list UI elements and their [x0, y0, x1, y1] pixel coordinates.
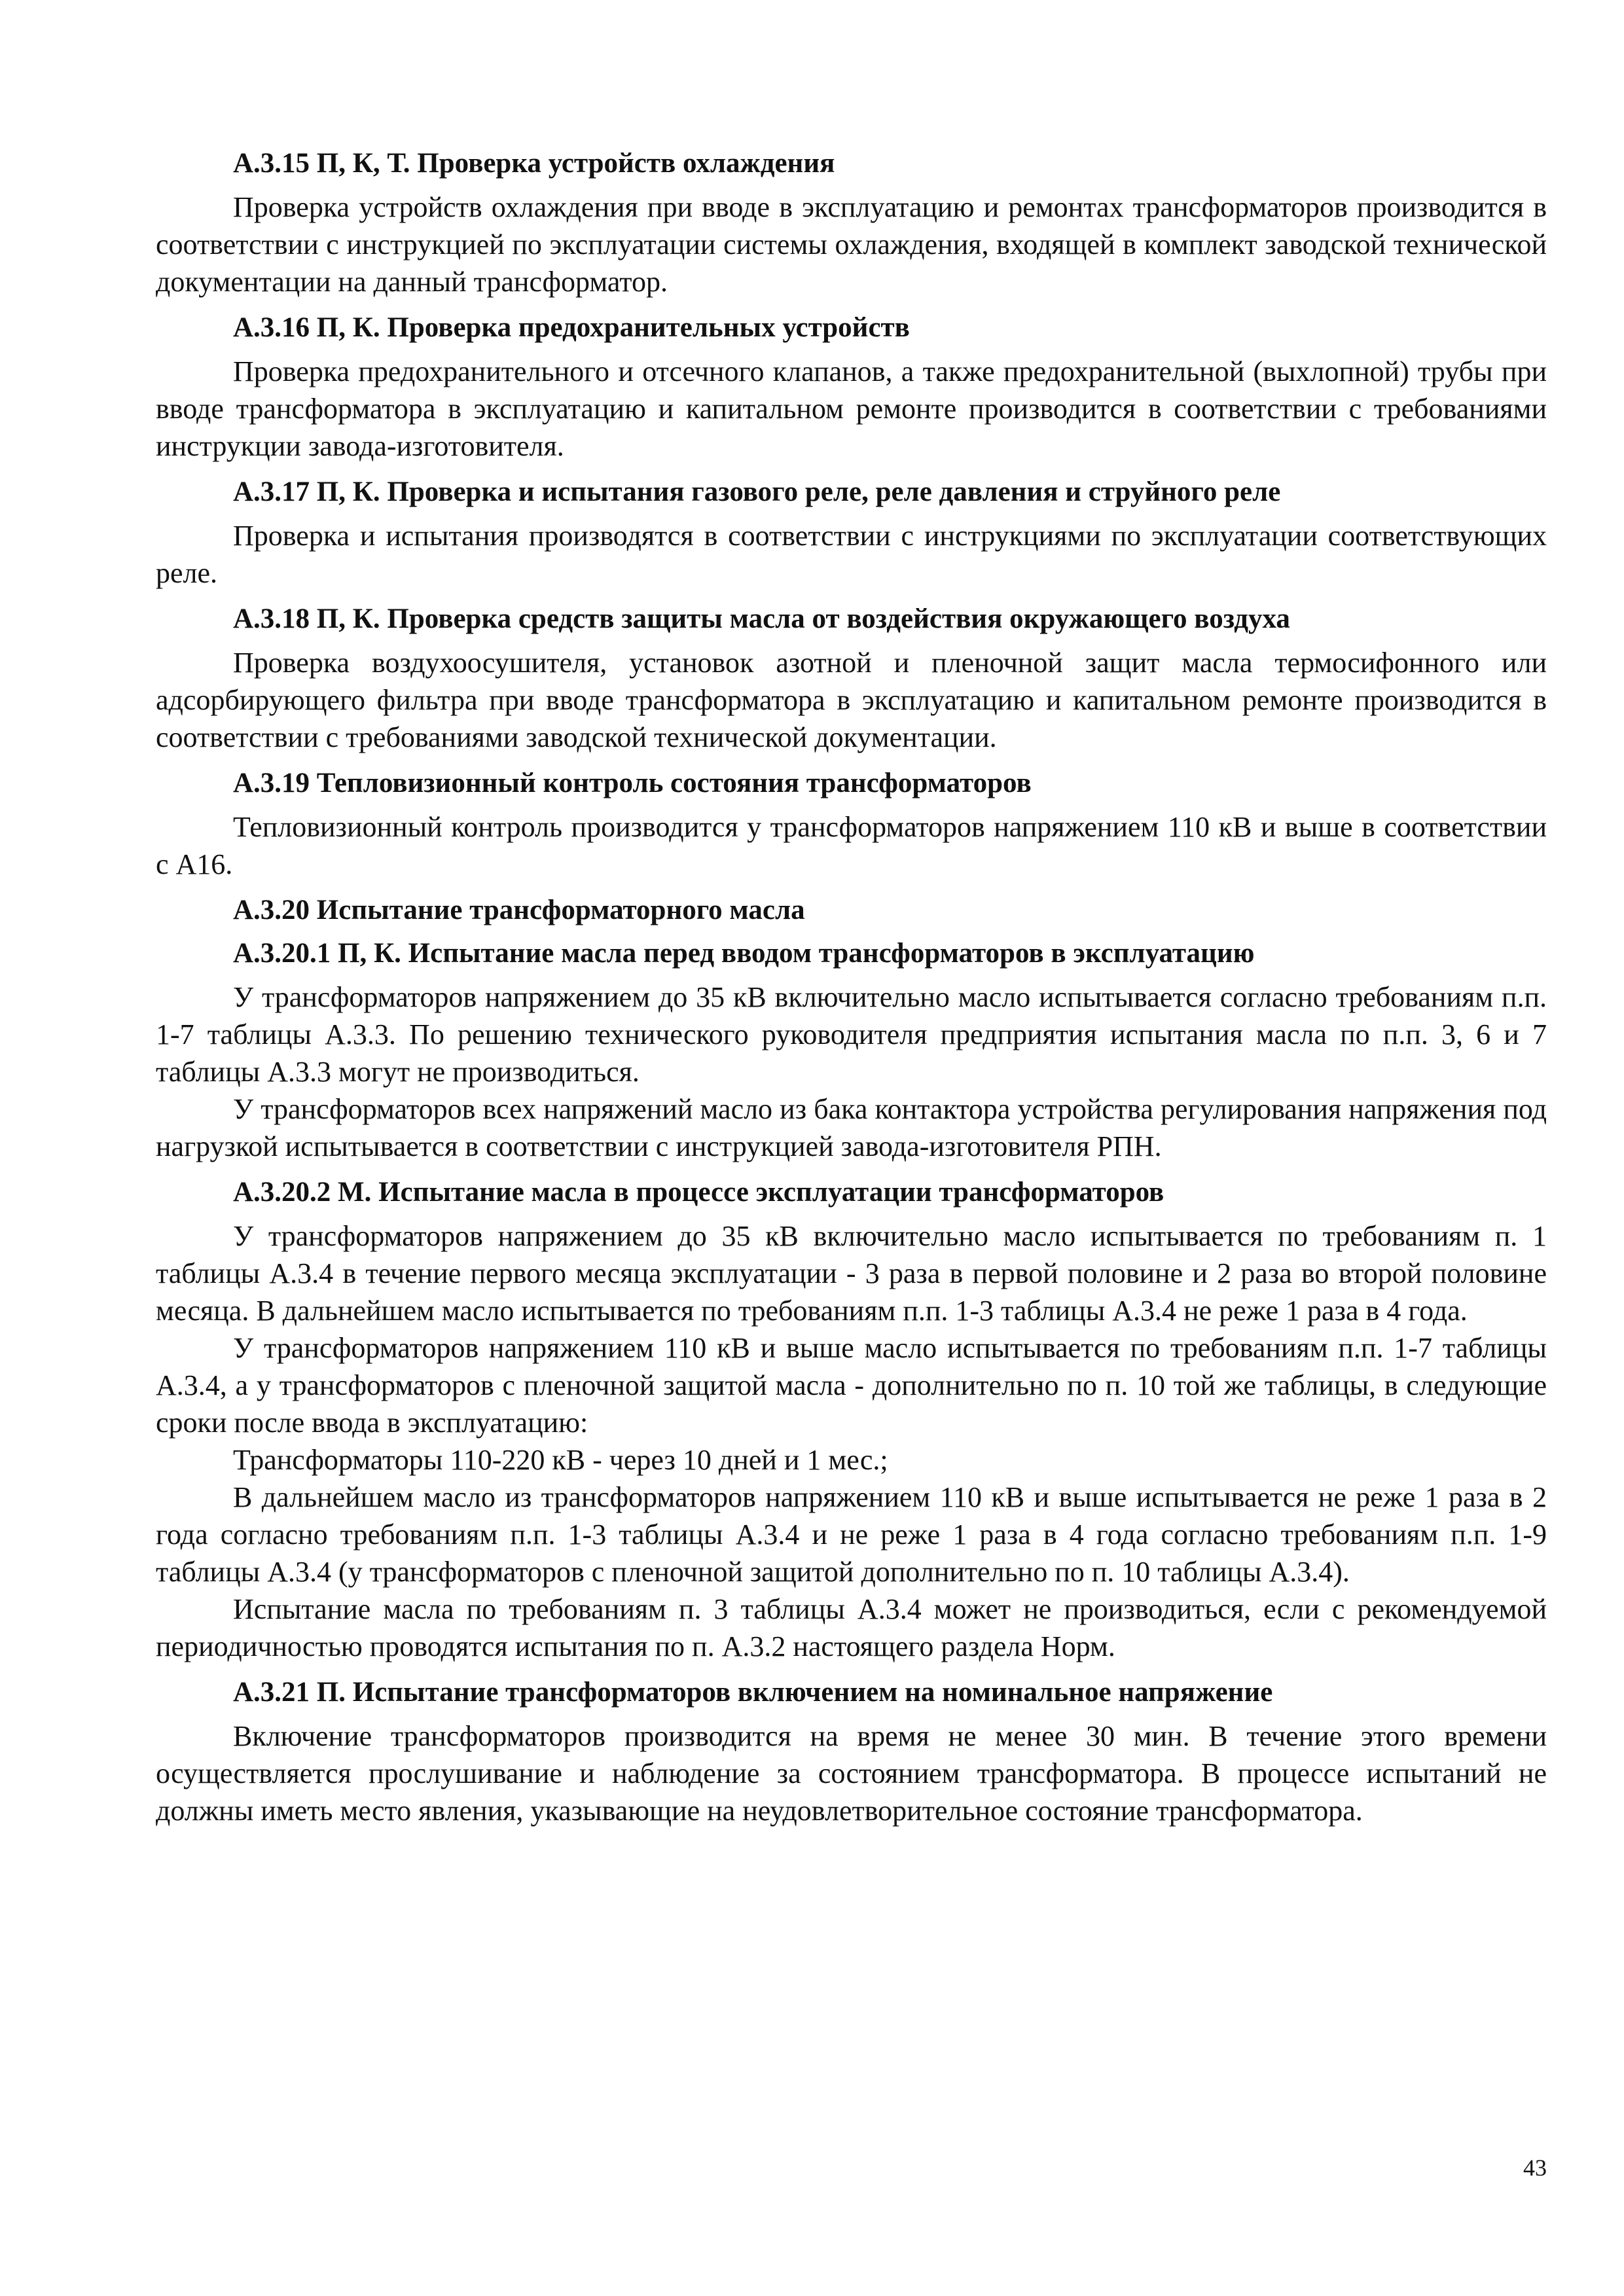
- section-a3-15: [156, 145, 1547, 300]
- section-a3-19: [156, 765, 1547, 883]
- section-a3-16: [156, 310, 1547, 465]
- section-a3-18: [156, 601, 1547, 756]
- section-heading: А.3.19 Тепловизионный контроль состояния трансформаторов: [233, 768, 1032, 798]
- section-heading: А.3.20.2 М. Испытание масла в процессе эксплуатации трансформаторов: [233, 1177, 1164, 1208]
- section-heading: А.3.20.1 П, К. Испытание масла перед вводом трансформаторов в эксплуатацию: [233, 938, 1255, 969]
- section-paragraph: Проверка воздухоосушителя, установок азотной и пленочной защит масла термосифонного или адсорбирующего фильтра при вводе трансформатора в эксплуатацию и капитальном ремонте производится в соответствии с требованиями заводской технической документации.: [156, 647, 1547, 753]
- section-a3-20-1: [156, 935, 1547, 1165]
- section-a3-20-2: [156, 1174, 1547, 1665]
- section-heading: А.3.21 П. Испытание трансформаторов включением на номинальное напряжение: [233, 1677, 1273, 1708]
- section-paragraph: У трансформаторов напряжением 110 кВ и выше масло испытывается по требованиям п.п. 1-7 таблицы А.3.4, а у трансформаторов с пленочной защитой масла - дополнительно по п. 10 той же таблицы, в следующие сроки после ввода в эксплуатацию:: [156, 1332, 1547, 1439]
- page-number: 43: [1523, 2155, 1547, 2181]
- page-content: [156, 145, 1547, 1829]
- section-heading: А.3.17 П, К. Проверка и испытания газового реле, реле давления и струйного реле: [233, 476, 1281, 507]
- section-a3-21: [156, 1674, 1547, 1829]
- section-paragraph: В дальнейшем масло из трансформаторов напряжением 110 кВ и выше испытывается не реже 1 раза в 2 года согласно требованиям п.п. 1-3 таблицы А.3.4 и не реже 1 раза в 4 года согласно требованиям п.п. 1-9 таблицы А.3.4 (у трансформаторов с пленочной защитой дополнительно по п. 10 таблицы А.3.4).: [156, 1481, 1547, 1588]
- section-paragraph: Проверка предохранительного и отсечного клапанов, а также предохранительной (выхлопной) трубы при вводе трансформатора в эксплуатацию и капитальном ремонте производится в соответствии с требованиями инструкции завода-изготовителя.: [156, 355, 1547, 462]
- section-paragraph: У трансформаторов напряжением до 35 кВ включительно масло испытывается по требованиям п. 1 таблицы А.3.4 в течение первого месяца эксплуатации - 3 раза в первой половине и 2 раза во второй половине месяца. В дальнейшем масло испытывается по требованиям п.п. 1-3 таблицы А.3.4 не реже 1 раза в 4 года.: [156, 1220, 1547, 1327]
- section-paragraph: У трансформаторов всех напряжений масло из бака контактора устройства регулирования напряжения под нагрузкой испытывается в соответствии с инструкцией завода-изготовителя РПН.: [156, 1093, 1547, 1162]
- section-paragraph: Трансформаторы 110-220 кВ - через 10 дней и 1 мес.;: [233, 1444, 888, 1476]
- section-paragraph: Тепловизионный контроль производится у трансформаторов напряжением 110 кВ и выше в соответствии с А16.: [156, 811, 1547, 880]
- section-heading: А.3.15 П, К, Т. Проверка устройств охлаждения: [233, 148, 835, 179]
- section-heading: А.3.18 П, К. Проверка средств защиты масла от воздействия окружающего воздуха: [233, 603, 1290, 634]
- section-paragraph: Проверка и испытания производятся в соответствии с инструкциями по эксплуатации соответствующих реле.: [156, 520, 1547, 589]
- section-heading: А.3.16 П, К. Проверка предохранительных устройств: [233, 312, 910, 343]
- section-a3-17: [156, 474, 1547, 592]
- section-paragraph: Включение трансформаторов производится на время не менее 30 мин. В течение этого времени осуществляется прослушивание и наблюдение за состоянием трансформатора. В процессе испытаний не должны иметь место явления, указывающие на неудовлетворительное состояние трансформатора.: [156, 1720, 1547, 1827]
- section-paragraph: Испытание масла по требованиям п. 3 таблицы А.3.4 может не производиться, если с рекомендуемой периодичностью проводятся испытания по п. А.3.2 настоящего раздела Норм.: [156, 1593, 1547, 1662]
- section-heading: А.3.20 Испытание трансформаторного масла: [233, 895, 805, 925]
- section-paragraph: Проверка устройств охлаждения при вводе в эксплуатацию и ремонтах трансформаторов производится в соответствии с инструкцией по эксплуатации системы охлаждения, входящей в комплект заводской технической документации на данный трансформатор.: [156, 191, 1547, 298]
- section-paragraph: У трансформаторов напряжением до 35 кВ включительно масло испытывается согласно требованиям п.п. 1-7 таблицы А.3.3. По решению технического руководителя предприятия испытания масла по п.п. 3, 6 и 7 таблицы А.3.3 могут не производиться.: [156, 981, 1547, 1088]
- section-a3-20: [156, 892, 1547, 929]
